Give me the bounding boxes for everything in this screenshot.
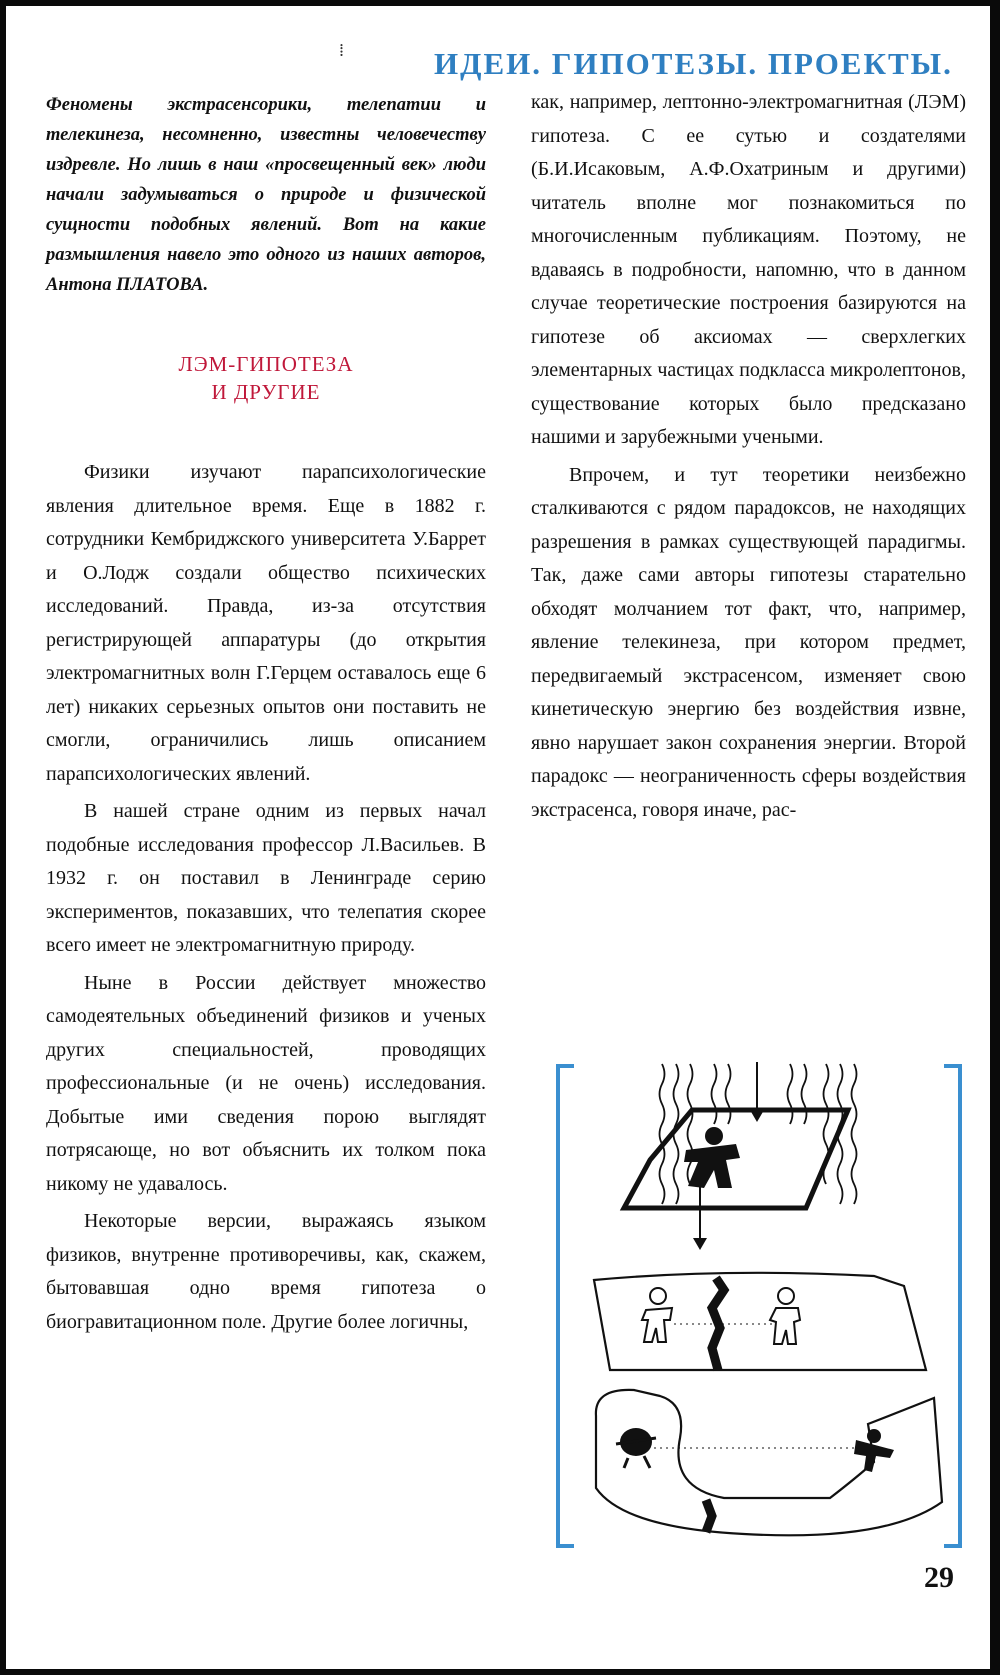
page-number: 29: [924, 1561, 954, 1594]
article-subheading: [46, 350, 486, 406]
paragraph-3: Ныне в России действует множество самодеятельных объединений физиков и ученых других специальностей, проводящих профессиональные (и не очень) исследования. Добытые ими сведения порою выглядят потрясающе, но вот объяснить их толком пока никому не удавалось.: [46, 971, 486, 1195]
intro-text: Феномены экстрасенсорики, телепатии и телекинеза, несомненно, известны человечеству издревле. Но лишь в наш «просвещенный век» люди начали задумываться о природе и физической сущности подобных явлений. Вот на какие размышления навело это одного из наших авторов,: [46, 95, 486, 265]
magazine-page: [6, 6, 990, 1669]
right-column: [531, 90, 966, 827]
intro-lead: [46, 90, 486, 300]
paragraph-2: В нашей стране одним из первых начал подобные исследования профессор Л.Васильев. В 1932 г. он поставил в Ленинграде серию экспериментов, показавших, что телепатия скорее всего имеет не электромагнитную природу.: [46, 800, 486, 956]
paragraph-1: Физики изучают парапсихологические явления длительное время. Еще в 1882 г. сотрудники Кембриджского университета У.Баррет и О.Лодж создали общество психических исследований. Правда, из-за отсутствия регистрирующей аппаратуры (до открытия электромагнитных волн Г.Герцем оставалось еще 6 лет) никаких серьезных опытов они поставить не смогли, ограничились лишь описанием парапсихологических явлений.: [46, 461, 486, 785]
paragraph-5: как, например, лептонно-электромагнитная (ЛЭМ) гипотеза. С ее сутью и создателями (Б.И.Исаковым, А.Ф.Охатриным и другими) читатель вполне мог познакомиться по многочисленным публикациям. Поэтому, не вдаваясь в подробности, напомню, что в данном случае теоретические построения базируются на гипотезе об аксиомах — сверхлегких элементарных частицах подкласса микролептонов, существование которых было предсказано нашими и зарубежными учеными.: [531, 91, 966, 448]
intro-author: Антона ПЛАТОВА.: [46, 275, 209, 295]
subheading-line-1: ЛЭМ-ГИПОТЕЗА: [178, 352, 354, 376]
print-mark: ⁞: [339, 40, 345, 60]
paragraph-6: Впрочем, и тут теоретики неизбежно сталкиваются с рядом парадоксов, не находящих разрешения в рамках существующей парадигмы. Так, даже сами авторы гипотезы старательно обходят молчанием тот факт, что, например, явление телекинеза, при котором предмет, передвигаемый экстрасенсом, изменяет свою кинетическую энергию без воздействия извне, явно нарушает закон сохранения энергии. Второй парадокс — неограниченность сферы воздействия экстрасенса, говоря иначе, рас-: [531, 463, 966, 821]
sheet-figure-sketch-icon: [554, 1058, 964, 1550]
subheading-line-2: И ДРУГИЕ: [211, 380, 321, 404]
paragraph-4: Некоторые версии, выражаясь языком физиков, внутренне противоречивы, как, скажем, бытовавшая одно время гипотеза о биогравитационном поле. Другие более логичны,: [46, 1210, 486, 1333]
section-header: ИДЕИ. ГИПОТЕЗЫ. ПРОЕКТЫ.: [434, 46, 953, 81]
left-column: [46, 90, 486, 1339]
